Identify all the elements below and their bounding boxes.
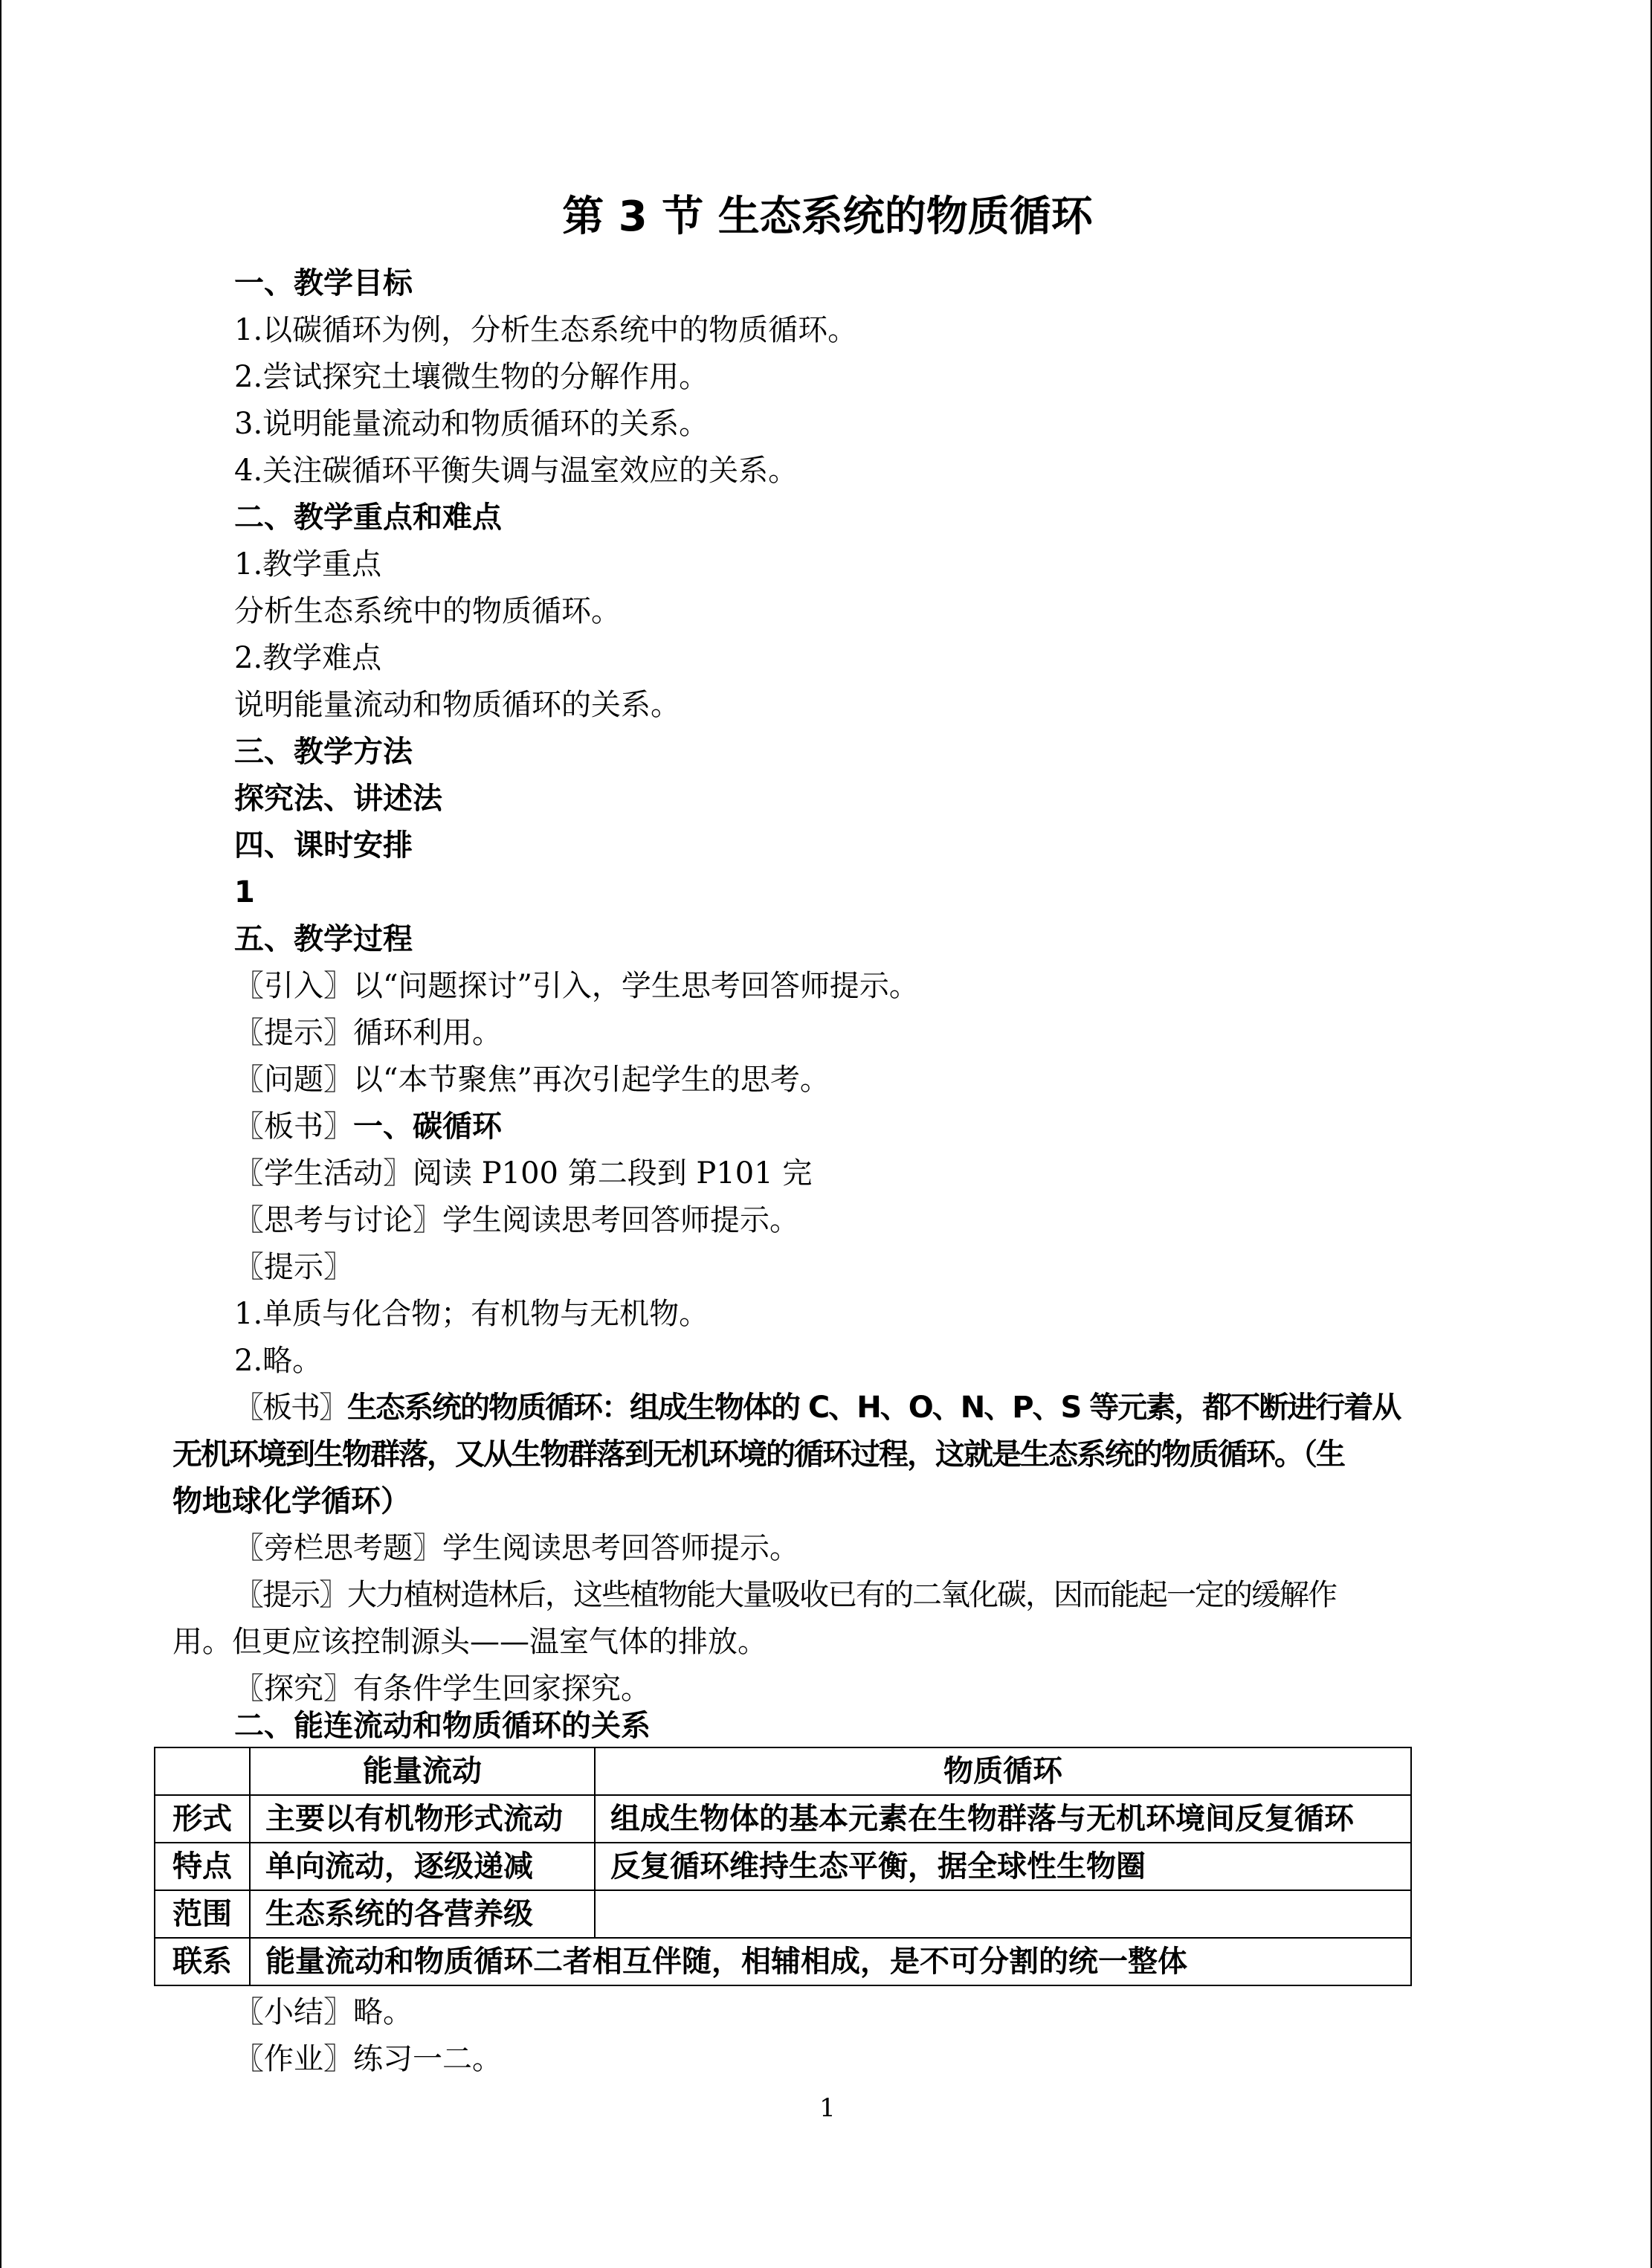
methods-heading: 三、教学方法 [234,735,413,769]
page-number: 1 [819,2093,836,2123]
objective-item: 2.尝试探究土壤微生物的分解作用。 [234,360,709,394]
board-label: 〖板书〗 [234,1391,347,1425]
hint-paragraph-line: 〖提示〗大力植树造林后，这些植物能大量吸收已有的二氧化碳，因而能起一定的缓解作 [234,1578,1336,1612]
hint-item: 2.略。 [234,1344,323,1378]
energy-cell: 主要以有机物形式流动 [250,1795,595,1843]
table-row [155,1795,1411,1843]
difficulty-text: 说明能量流动和物质循环的关系。 [234,688,680,722]
sidebar-question: 〖旁栏思考题〗学生阅读思考回答师提示。 [234,1531,799,1565]
section2-heading: 二、能连流动和物质循环的关系 [234,1709,651,1743]
table-row [155,1890,1411,1938]
table-header-cell [155,1747,250,1795]
objective-item: 3.说明能量流动和物质循环的关系。 [234,407,709,441]
page-title: 第 3 节 生态系统的物质循环 [562,193,1093,241]
board-label: 〖板书〗 [234,1109,353,1144]
matter-cell: 反复循环维持生态平衡，据全球性生物圈 [595,1843,1411,1890]
row-label: 形式 [155,1795,250,1843]
hint-item: 1.单质与化合物；有机物与无机物。 [234,1297,709,1331]
board-text-line: 无机环境到生物群落，又从生物群落到无机环境的循环过程，这就是生态系统的物质循环。（生 [172,1437,1344,1472]
row-label: 特点 [155,1843,250,1890]
relation-cell: 能量流动和物质循环二者相互伴随，相辅相成，是不可分割的统一整体 [250,1938,1411,1985]
row-label: 范围 [155,1890,250,1938]
board-text: 一、碳循环 [353,1109,502,1144]
focus-text: 分析生态系统中的物质循环。 [234,594,621,628]
process-question: 〖问题〗以“本节聚焦”再次引起学生的思考。 [234,1063,830,1097]
table-row [155,1843,1411,1890]
key-points-heading: 二、教学重点和难点 [234,500,502,535]
table-header-cell: 能量流动 [250,1747,595,1795]
schedule-text: 1 [234,875,255,909]
board-note-carbon-cycle [234,1104,502,1150]
process-heading: 五、教学过程 [234,922,413,956]
energy-cell: 单向流动，逐级递减 [250,1843,595,1890]
objective-item: 4.关注碳循环平衡失调与温室效应的关系。 [234,454,798,488]
table-header-cell: 物质循环 [595,1747,1411,1795]
matter-cell: 组成生物体的基本元素在生物群落与无机环境间反复循环 [595,1795,1411,1843]
board-text-line: 物地球化学循环） [172,1484,410,1518]
board-note-material-cycle [234,1385,1400,1431]
objectives-heading: 一、教学目标 [234,266,413,300]
objective-item: 1.以碳循环为例，分析生态系统中的物质循环。 [234,313,858,347]
table-row [155,1938,1411,1985]
process-intro: 〖引入〗以“问题探讨”引入，学生思考回答师提示。 [234,969,919,1003]
matter-cell [595,1890,1411,1938]
methods-text: 探究法、讲述法 [234,782,442,816]
comparison-table [154,1747,1412,1986]
table-header-row [155,1747,1411,1795]
energy-cell: 生态系统的各营养级 [250,1890,595,1938]
homework-note: 〖作业〗练习一二。 [234,2042,502,2076]
process-hint: 〖提示〗循环利用。 [234,1016,502,1050]
difficulty-label: 2.教学难点 [234,641,382,675]
hint-label: 〖提示〗 [234,1250,353,1284]
student-activity: 〖学生活动〗阅读 P100 第二段到 P101 完 [234,1156,813,1191]
hint-paragraph-line: 用。但更应该控制源头——温室气体的排放。 [172,1625,767,1659]
board-text: 生态系统的物质循环：组成生物体的 C、H、O、N、P、S 等元素，都不断进行着从 [347,1391,1401,1425]
summary-note: 〖小结〗略。 [234,1995,413,2029]
row-label: 联系 [155,1938,250,1985]
explore-note: 〖探究〗有条件学生回家探究。 [234,1672,651,1706]
schedule-heading: 四、课时安排 [234,828,413,863]
focus-label: 1.教学重点 [234,547,382,582]
discussion: 〖思考与讨论〗学生阅读思考回答师提示。 [234,1203,799,1237]
